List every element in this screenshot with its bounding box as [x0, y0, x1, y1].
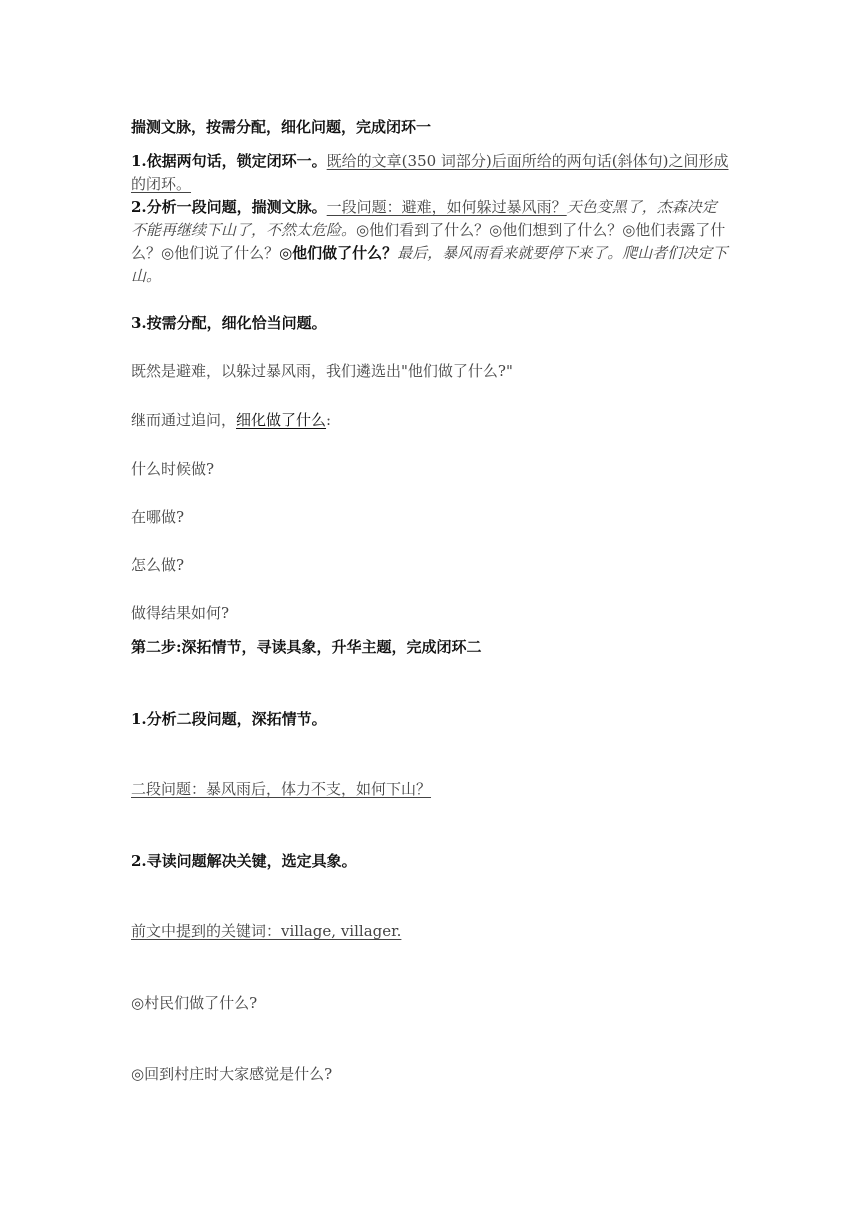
item-2-underlined: 一段问题：避难，如何躲过暴风雨？: [326, 198, 567, 216]
question-where: 在哪做?: [131, 508, 185, 526]
question-when: 什么时候做?: [131, 460, 215, 478]
follow-up-underlined: 细化做了什么: [236, 411, 327, 429]
follow-up-suffix: :: [326, 411, 332, 429]
step-2-item-1-text: 二段问题：暴风雨后，体力不支，如何下山？: [131, 780, 432, 798]
item-1-text: 既给的文章(350 词部分)后面所给的两句话(斜体句)之间形成的闭环。: [131, 152, 729, 193]
item-1-paragraph: [131, 150, 731, 196]
item-2-italic-2: 最后，暴风雨看来就要停下来了。爬山者们决定下山。: [131, 244, 728, 285]
question-feeling: ◎回到村庄时大家感觉是什么?: [131, 1065, 333, 1083]
item-3-heading: 3.按需分配，细化恰当问题。: [131, 314, 327, 332]
item-2-questions: ◎他们看到了什么？◎他们想到了什么？◎他们表露了什么？◎他们说了什么？: [131, 221, 726, 262]
step-2-item-2-text: 前文中提到的关键词：village, villager.: [131, 922, 402, 940]
item-2-lead: 2.分析一段问题，揣测文脉。: [131, 198, 327, 216]
paragraph-select: 既然是避难，以躲过暴风雨，我们遴选出"他们做了什么?": [131, 362, 513, 380]
question-villagers: ◎村民们做了什么?: [131, 994, 258, 1012]
item-2-paragraph: [131, 196, 731, 288]
paragraph-follow-up: [131, 409, 731, 432]
step-2-item-2: 2.寻读问题解决关键，选定具象。: [131, 852, 357, 870]
question-result: 做得结果如何?: [131, 604, 230, 622]
item-2-italic-1: 天色变黑了，杰森决定不能再继续下山了，不然太危险。: [131, 198, 717, 239]
section-heading-2: 第二步:深拓情节，寻读具象，升华主题，完成闭环二: [131, 638, 482, 656]
section-heading-1: 揣测文脉，按需分配，细化问题，完成闭环一: [131, 118, 432, 136]
question-how: 怎么做?: [131, 556, 185, 574]
item-1-lead: 1.依据两句话，锁定闭环一。: [131, 152, 327, 170]
follow-up-prefix: 继而通过追问，: [131, 411, 237, 429]
step-2-item-1: 1.分析二段问题，深拓情节。: [131, 710, 327, 728]
item-2-bold-question: ◎他们做了什么？: [279, 244, 398, 262]
